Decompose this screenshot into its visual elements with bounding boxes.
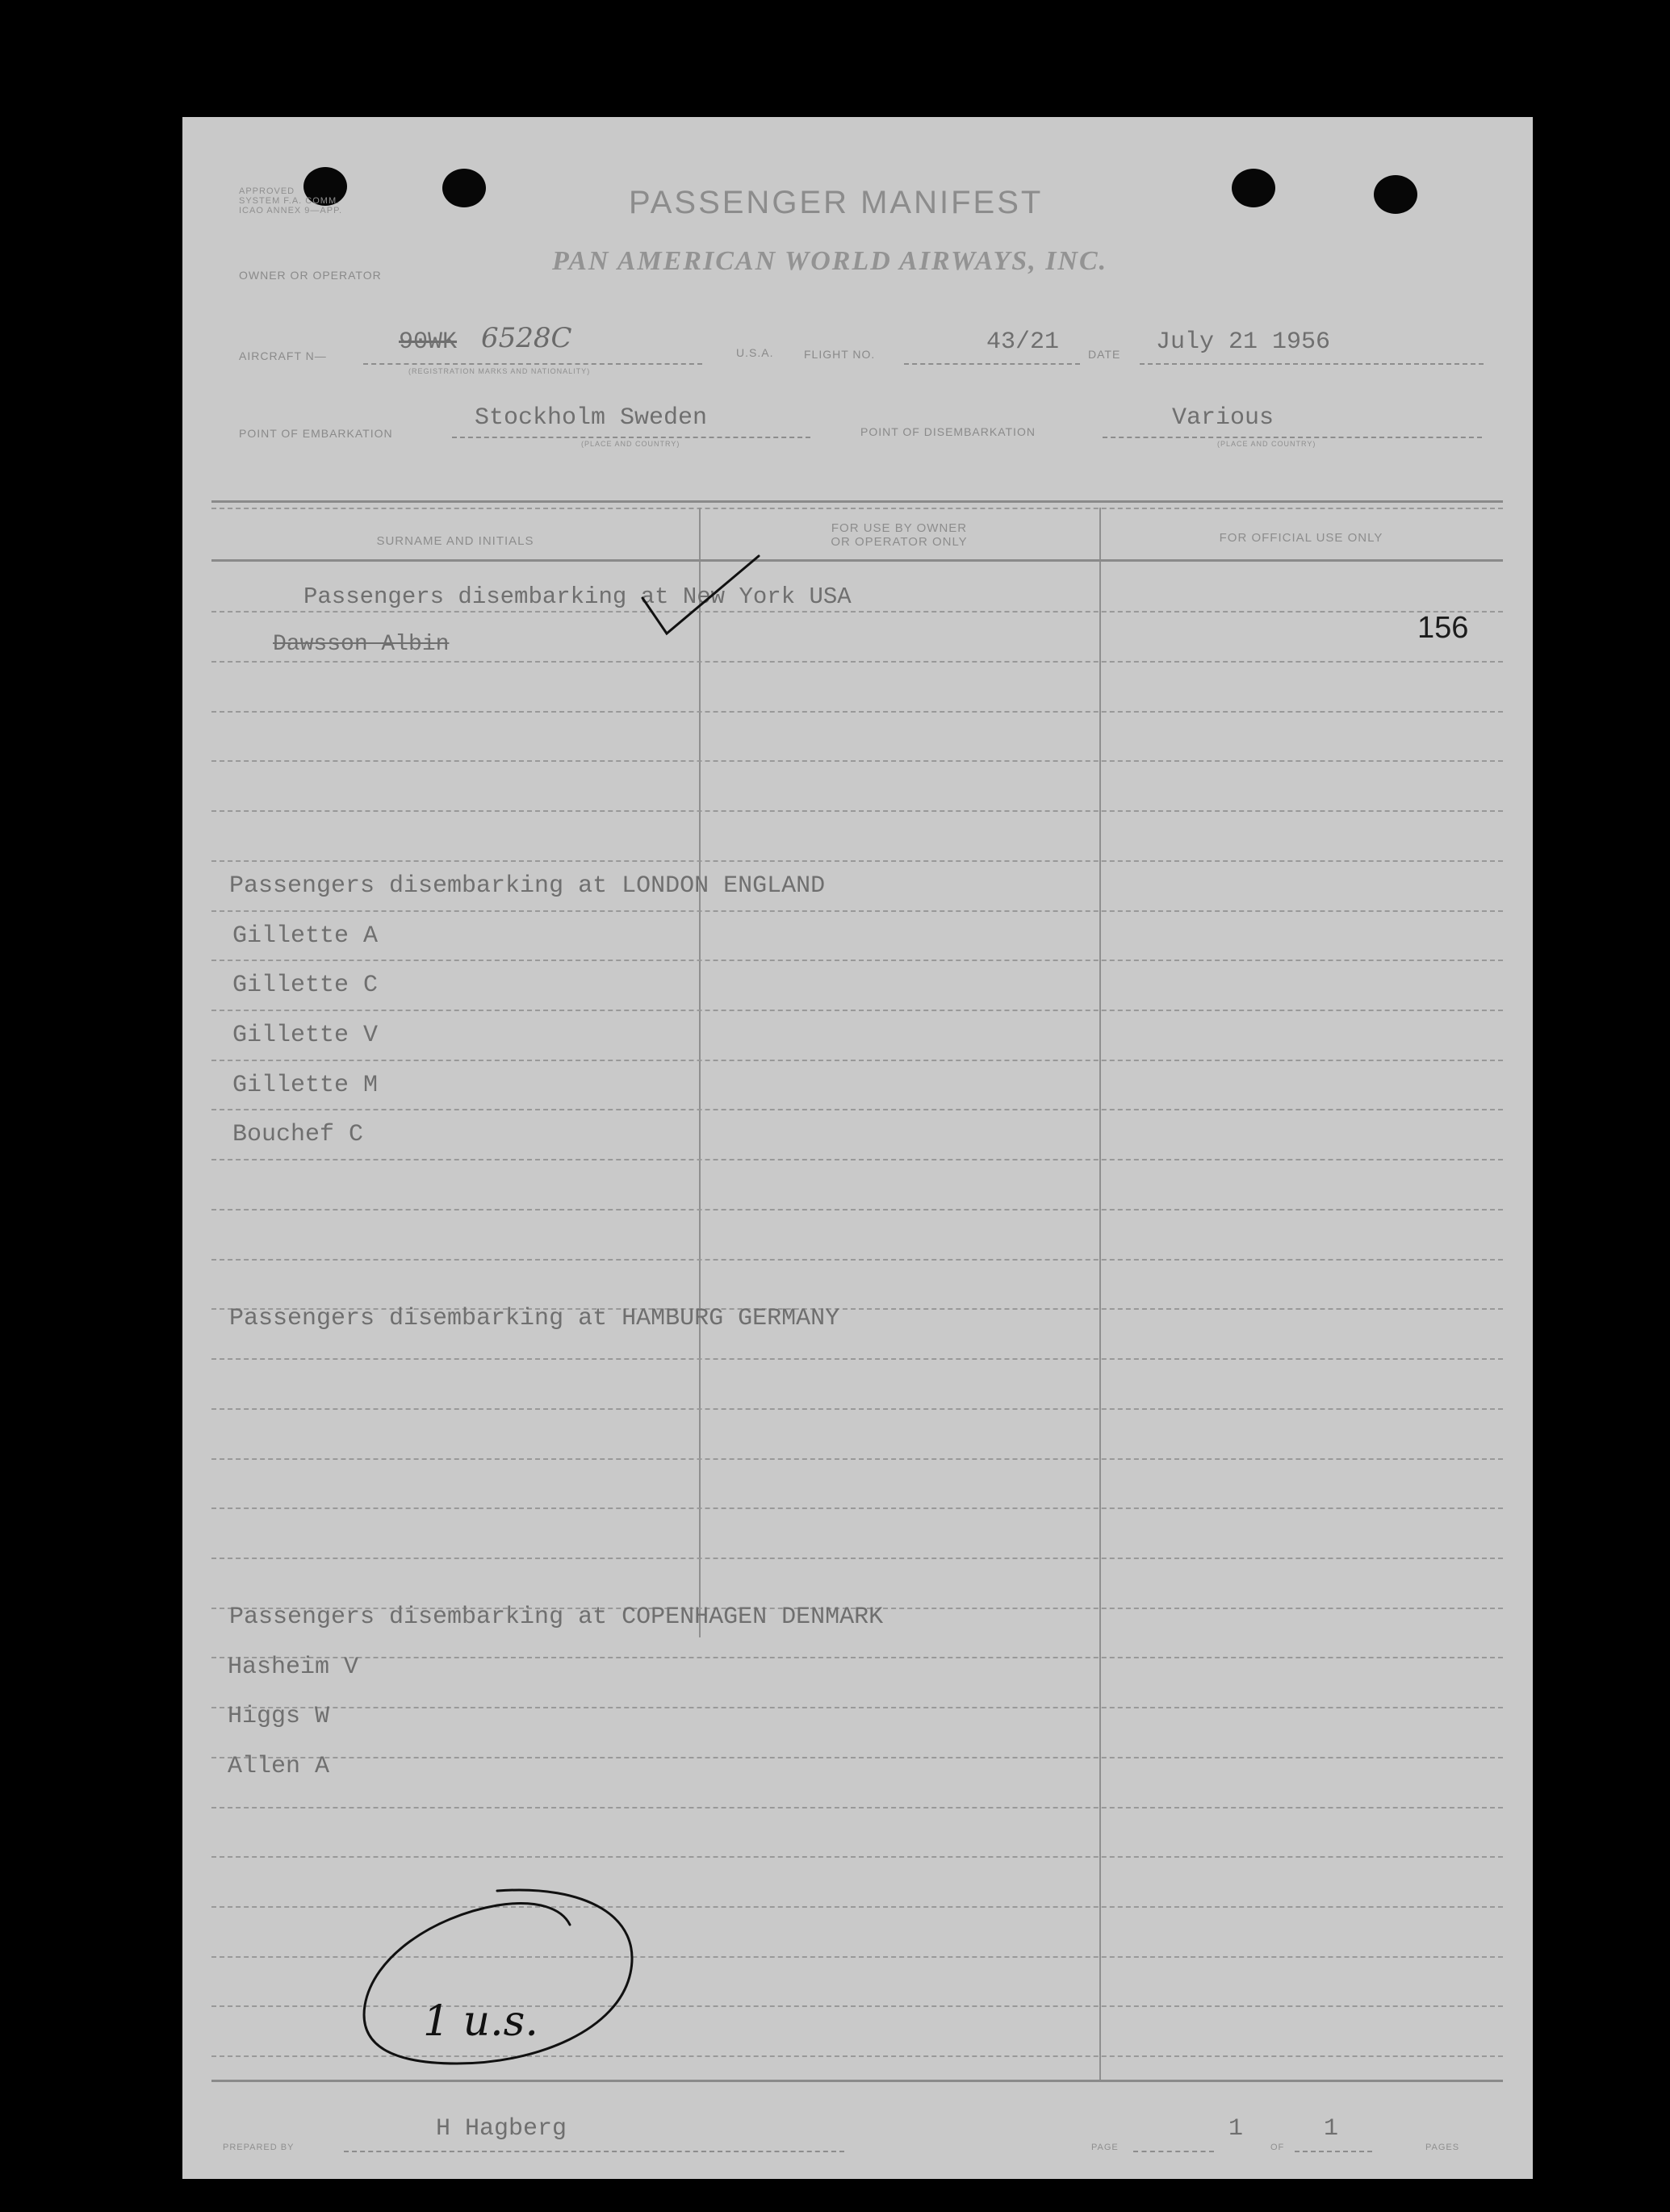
section-heading-copenhagen: Passengers disembarking at COPENHAGEN DENMARK <box>229 1604 884 1631</box>
punch-hole-right-1 <box>1232 169 1275 207</box>
approval-line-1: APPROVED <box>239 186 295 196</box>
header-bottom-border <box>211 559 1503 562</box>
row-rule <box>211 1159 1503 1160</box>
approval-line-3: ICAO ANNEX 9—APP. <box>239 206 343 215</box>
passenger-row: Higgs W <box>228 1703 330 1730</box>
row-rule <box>211 1807 1503 1808</box>
flight-value: 43/21 <box>986 328 1060 356</box>
table-top-border-2 <box>211 508 1503 509</box>
column-header-official: FOR OFFICIAL USE ONLY <box>1219 531 1383 545</box>
row-rule <box>211 1856 1503 1858</box>
row-rule <box>211 1458 1503 1460</box>
aircraft-label: AIRCRAFT N— <box>239 349 327 362</box>
prepared-by-label: PREPARED BY <box>223 2143 295 2152</box>
of-underline <box>1295 2151 1372 2152</box>
circled-note-loop <box>344 1884 651 2078</box>
section-heading-hamburg: Passengers disembarking at HAMBURG GERMANY <box>229 1305 840 1332</box>
row-rule <box>211 1358 1503 1360</box>
column-divider-1 <box>699 508 701 1637</box>
disembark-underline <box>1103 437 1482 438</box>
manifest-sheet <box>182 117 1533 2179</box>
row-rule <box>211 611 1503 613</box>
section-heading-new-york: Passengers disembarking at New York USA <box>303 583 852 610</box>
row-rule <box>211 1060 1503 1061</box>
page-underline <box>1133 2151 1214 2152</box>
row-rule <box>211 1657 1503 1658</box>
row-rule <box>211 1707 1503 1708</box>
prepared-by-underline <box>344 2151 844 2152</box>
approval-line-2: SYSTEM F.A. COMM. <box>239 196 341 206</box>
approval-block <box>239 186 342 215</box>
row-rule <box>211 1757 1503 1758</box>
row-rule <box>211 1010 1503 1011</box>
date-value: July 21 1956 <box>1156 328 1331 356</box>
embark-value: Stockholm Sweden <box>475 404 708 432</box>
flight-label: FLIGHT NO. <box>804 348 876 361</box>
owner-use-line-1: FOR USE BY OWNER <box>831 521 968 535</box>
row-rule <box>211 910 1503 912</box>
punch-hole-left-2 <box>442 169 486 207</box>
table-bottom-border <box>211 2080 1503 2082</box>
disembark-value: Various <box>1172 404 1274 432</box>
form-title: PASSENGER MANIFEST <box>629 185 1044 220</box>
row-rule <box>211 1209 1503 1211</box>
passenger-row: Bouchef C <box>232 1121 364 1148</box>
prepared-by-value: H Hagberg <box>436 2115 567 2143</box>
aircraft-caption: (REGISTRATION MARKS AND NATIONALITY) <box>408 367 591 375</box>
disembark-label: POINT OF DISEMBARKATION <box>860 425 1036 438</box>
of-value: 1 <box>1324 2115 1339 2143</box>
embark-caption: (PLACE AND COUNTRY) <box>581 440 680 448</box>
embark-label: POINT OF EMBARKATION <box>239 427 393 440</box>
column-header-surname: SURNAME AND INITIALS <box>376 534 534 548</box>
section-heading-london: Passengers disembarking at LONDON ENGLAND <box>229 872 826 900</box>
check-mark <box>639 553 760 642</box>
passenger-row: Gillette A <box>232 922 379 950</box>
row-rule <box>211 661 1503 663</box>
passenger-row: Gillette C <box>232 972 379 999</box>
date-label: DATE <box>1088 348 1121 361</box>
passenger-row: Gillette M <box>232 1072 379 1099</box>
aircraft-underline <box>363 363 702 365</box>
row-rule <box>211 960 1503 961</box>
row-rule <box>211 711 1503 713</box>
disembark-caption: (PLACE AND COUNTRY) <box>1217 440 1316 448</box>
punch-hole-right-2 <box>1374 175 1417 214</box>
aircraft-handwritten: 6528C <box>481 322 572 354</box>
row-rule <box>211 860 1503 862</box>
passenger-row: Gillette V <box>232 1022 379 1049</box>
row-rule <box>211 1109 1503 1110</box>
pages-label: PAGES <box>1425 2143 1460 2152</box>
check-mark-stroke <box>642 556 759 633</box>
date-underline <box>1140 363 1484 365</box>
row-rule <box>211 810 1503 812</box>
embark-underline <box>452 437 810 438</box>
table-top-border <box>211 500 1503 503</box>
row-rule <box>211 1259 1503 1261</box>
column-header-owner-use <box>699 521 1099 549</box>
row-rule <box>211 1507 1503 1509</box>
page-value: 1 <box>1228 2115 1244 2143</box>
passenger-row: Hasheim V <box>228 1654 359 1681</box>
owner-use-line-2: OR OPERATOR ONLY <box>831 535 968 549</box>
of-label: OF <box>1270 2143 1285 2152</box>
row-rule <box>211 760 1503 762</box>
owner-label: OWNER OR OPERATOR <box>239 269 382 282</box>
row-rule <box>211 1408 1503 1410</box>
column-divider-2 <box>1099 508 1101 2080</box>
aircraft-value: 90WK <box>399 328 458 356</box>
flight-underline <box>904 363 1080 365</box>
row-rule <box>211 1558 1503 1559</box>
page-label: PAGE <box>1091 2143 1119 2152</box>
owner-name: PAN AMERICAN WORLD AIRWAYS, INC. <box>552 246 1108 276</box>
passenger-row: Allen A <box>228 1753 330 1780</box>
official-number: 156 <box>1417 611 1469 645</box>
passenger-row-new-york: Dawsson Albin <box>273 632 450 657</box>
usa-label: U.S.A. <box>736 346 774 359</box>
circled-note-text: 1 u.s. <box>423 1997 538 2046</box>
